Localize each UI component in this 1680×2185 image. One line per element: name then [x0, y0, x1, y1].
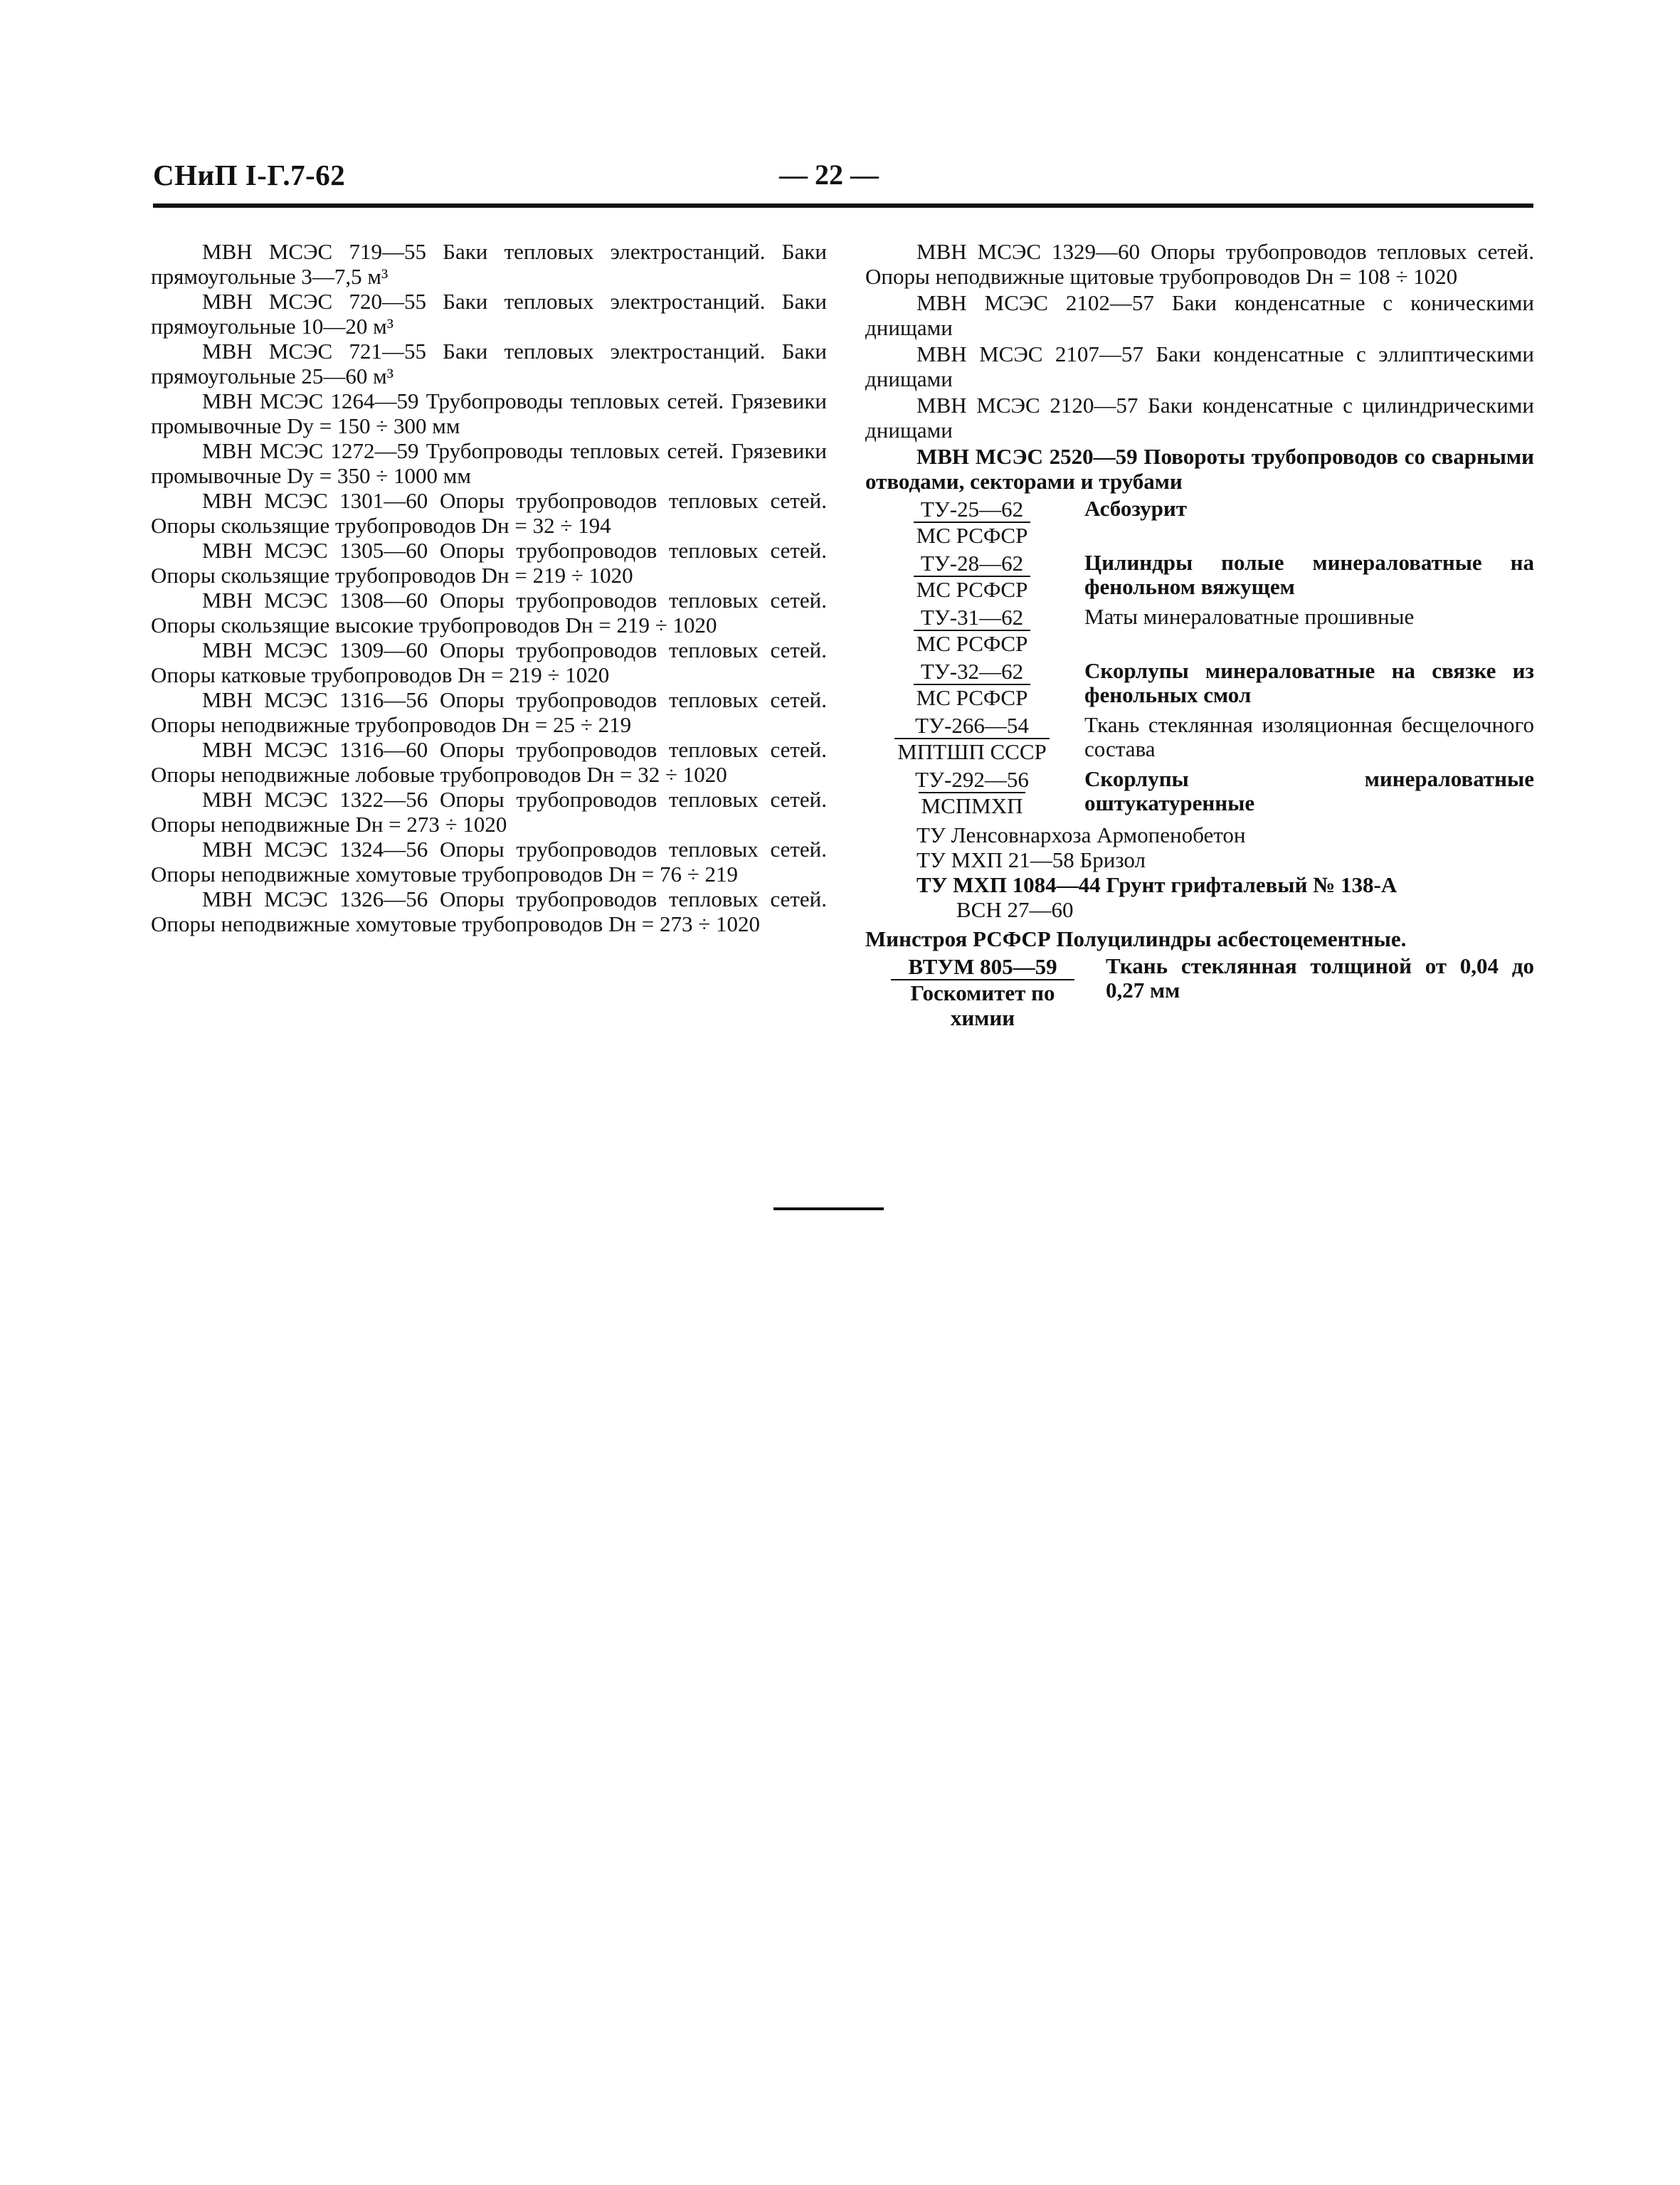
right-column	[865, 239, 1534, 1030]
fraction-description: Цилиндры полые минераловатные на фенольном вяжущем	[1084, 550, 1534, 599]
tu-line: ТУ МХП 21—58 Бризол	[916, 847, 1146, 872]
fraction-description: Ткань стеклянная изоляционная бесщелочного состава	[1084, 712, 1534, 761]
fraction-denominator: Госкомитет по химии	[891, 979, 1074, 1030]
reference-entry: МВН МСЭС 1324—56 Опоры трубопроводов тепловых сетей. Опоры неподвижные хомутовые трубопроводов Dн = 76 ÷ 219	[151, 837, 827, 887]
fraction-description: Скорлупы минераловатные оштукатуренные	[1084, 766, 1534, 815]
reference-entry: МВН МСЭС 1326—56 Опоры трубопроводов тепловых сетей. Опоры неподвижные хомутовые трубопроводов Dн = 273 ÷ 1020	[151, 887, 827, 936]
reference-entry: МВН МСЭС 1316—56 Опоры трубопроводов тепловых сетей. Опоры неподвижные трубопроводов Dн = 25 ÷ 219	[151, 687, 827, 737]
minstroy-line: Минстроя РСФСР Полуцилиндры асбестоцементные.	[865, 926, 1407, 951]
reference-entry: МВН МСЭС 2120—57 Баки конденсатные с цилиндрическими днищами	[865, 393, 1534, 443]
page-header	[153, 158, 1533, 201]
reference-entry: МВН МСЭС 719—55 Баки тепловых электростанций. Баки прямоугольные 3—7,5 м³	[151, 239, 827, 289]
reference-entry: МВН МСЭС 1301—60 Опоры трубопроводов тепловых сетей. Опоры скользящие трубопроводов Dн = 32 ÷ 194	[151, 488, 827, 538]
fraction	[865, 713, 1079, 764]
fraction-entry	[865, 551, 1534, 602]
fraction-denominator: МС РСФСР	[914, 684, 1031, 710]
fraction-entry	[865, 767, 1534, 818]
fraction-description: Ткань стеклянная толщиной от 0,04 до 0,27 мм	[1106, 953, 1534, 1002]
fraction-description: Асбозурит	[1084, 496, 1187, 521]
fraction-numerator: ВТУМ 805—59	[908, 954, 1057, 979]
fraction-numerator: ТУ-31—62	[920, 605, 1024, 630]
reference-entry: МВН МСЭС 721—55 Баки тепловых электростанций. Баки прямоугольные 25—60 м³	[151, 339, 827, 388]
reference-entry: МВН МСЭС 1322—56 Опоры трубопроводов тепловых сетей. Опоры неподвижные Dн = 273 ÷ 1020	[151, 787, 827, 837]
reference-entry: МВН МСЭС 1316—60 Опоры трубопроводов тепловых сетей. Опоры неподвижные лобовые трубопроводов Dн = 32 ÷ 1020	[151, 737, 827, 787]
reference-entry: МВН МСЭС 2102—57 Баки конденсатные с коническими днищами	[865, 290, 1534, 340]
fraction-denominator: МПТШП СССР	[894, 738, 1050, 764]
reference-entry: МВН МСЭС 1308—60 Опоры трубопроводов тепловых сетей. Опоры скользящие высокие трубопроводов Dн = 219 ÷ 1020	[151, 588, 827, 637]
header-rule	[153, 203, 1533, 208]
reference-entry: МВН МСЭС 1264—59 Трубопроводы тепловых сетей. Грязевики промывочные Dу = 150 ÷ 300 мм	[151, 388, 827, 438]
tu-line: ТУ МХП 1084—44 Грунт грифталевый № 138-А	[916, 872, 1398, 897]
fraction-entry	[865, 954, 1534, 1030]
fraction-numerator: ТУ-266—54	[915, 713, 1029, 738]
fraction-denominator: МСПМХП	[919, 792, 1026, 818]
fraction-numerator: ТУ-25—62	[920, 497, 1024, 522]
footer-rule	[773, 1207, 884, 1210]
fraction	[865, 605, 1079, 656]
fraction-numerator: ТУ-32—62	[920, 659, 1024, 684]
reference-entry: МВН МСЭС 2107—57 Баки конденсатные с эллиптическими днищами	[865, 342, 1534, 391]
fraction	[865, 497, 1079, 548]
tu-line: ТУ Ленсовнархоза Армопенобетон	[916, 822, 1246, 847]
fraction-description: Маты минераловатные прошивные	[1084, 604, 1415, 629]
reference-entry: МВН МСЭС 2520—59 Повороты трубопроводов со сварными отводами, секторами и трубами	[865, 444, 1534, 494]
fraction	[865, 954, 1100, 1030]
reference-entry: МВН МСЭС 1329—60 Опоры трубопроводов тепловых сетей. Опоры неподвижные щитовые трубопроводов Dн = 108 ÷ 1020	[865, 239, 1534, 289]
fraction-entry	[865, 713, 1534, 764]
fraction-denominator: МС РСФСР	[914, 522, 1031, 548]
reference-entry: МВН МСЭС 720—55 Баки тепловых электростанций. Баки прямоугольные 10—20 м³	[151, 289, 827, 339]
fraction	[865, 767, 1079, 818]
fraction-numerator: ТУ-292—56	[915, 767, 1029, 792]
document-code: СНиП I-Г.7-62	[153, 159, 346, 191]
fraction-numerator: ТУ-28—62	[920, 551, 1024, 576]
fraction-description: Скорлупы минераловатные на связке из фенольных смол	[1084, 658, 1534, 707]
fraction-entry	[865, 605, 1534, 656]
reference-entry: МВН МСЭС 1305—60 Опоры трубопроводов тепловых сетей. Опоры скользящие трубопроводов Dн = 219 ÷ 1020	[151, 538, 827, 588]
fraction	[865, 551, 1079, 602]
reference-entry: МВН МСЭС 1309—60 Опоры трубопроводов тепловых сетей. Опоры катковые трубопроводов Dн = 219 ÷ 1020	[151, 637, 827, 687]
left-column	[151, 239, 827, 936]
fraction	[865, 659, 1079, 710]
fraction-denominator: МС РСФСР	[914, 576, 1031, 602]
tu-line: ВСН 27—60	[956, 897, 1074, 922]
fraction-entry	[865, 659, 1534, 710]
fraction-denominator: МС РСФСР	[914, 630, 1031, 656]
reference-entry: МВН МСЭС 1272—59 Трубопроводы тепловых сетей. Грязевики промывочные Dу = 350 ÷ 1000 мм	[151, 438, 827, 488]
fraction-entry	[865, 497, 1534, 548]
page-number: — 22 —	[779, 159, 879, 191]
